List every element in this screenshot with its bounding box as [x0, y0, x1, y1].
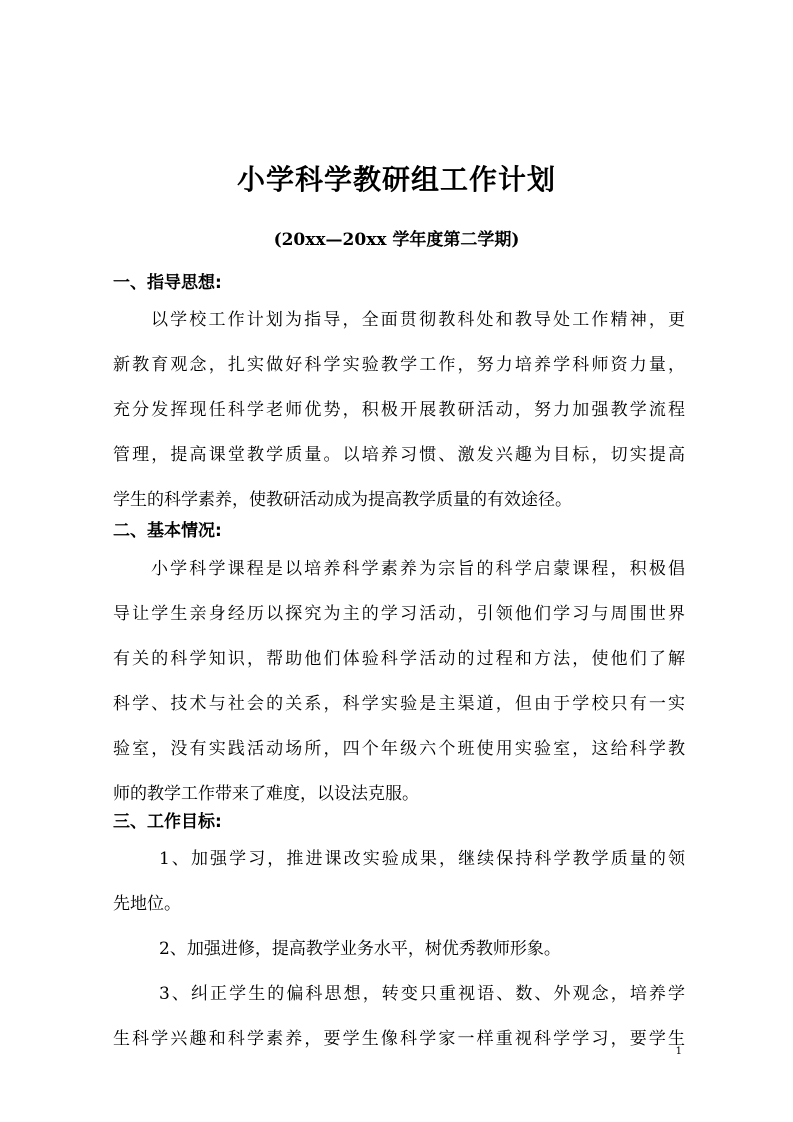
paragraph-line: 有关的科学知识，帮助他们体验科学活动的过程和方法，使他们了解 — [113, 649, 685, 669]
paragraph-line: 新教育观念，扎实做好科学实验教学工作，努力培养学科师资力量， — [113, 355, 685, 375]
goal-item-line: 先地位。 — [113, 894, 181, 914]
document-title: 小学科学教研组工作计划 — [236, 163, 556, 196]
paragraph-line: 充分发挥现任科学老师优势，积极开展教研活动，努力加强教学流程 — [113, 400, 685, 420]
document-subtitle: (20xx—20xx 学年度第二学期) — [273, 230, 520, 250]
goal-item-line: 3、纠正学生的偏科思想，转变只重视语、数、外观念，培养学 — [159, 984, 685, 1004]
section-body-guiding-thought — [113, 298, 685, 523]
section-heading-basic-situation: 二、基本情况: — [113, 521, 222, 541]
paragraph-line: 管理，提高课堂教学质量。以培养习惯、激发兴趣为目标，切实提高 — [113, 445, 685, 465]
paragraph-line: 科学、技术与社会的关系，科学实验是主渠道，但由于学校只有一实 — [113, 694, 685, 714]
section-body-work-goals — [113, 837, 685, 1062]
section-heading-guiding-thought: 一、指导思想: — [113, 273, 222, 293]
section-body-basic-situation — [113, 547, 685, 817]
goal-item-line: 生科学兴趣和科学素养，要学生像科学家一样重视科学学习，要学生 — [113, 1029, 685, 1049]
paragraph-line: 小学科学课程是以培养科学素养为宗旨的科学启蒙课程，积极倡 — [151, 559, 685, 579]
paragraph-line: 验室，没有实践活动场所，四个年级六个班使用实验室，这给科学教 — [113, 739, 685, 759]
paragraph-line: 学生的科学素养，使教研活动成为提高教学质量的有效途径。 — [113, 490, 572, 510]
paragraph-line: 师的教学工作带来了难度，以设法克服。 — [113, 784, 419, 804]
goal-item-line: 2、加强进修，提高教学业务水平，树优秀教师形象。 — [159, 939, 561, 959]
paragraph-line: 导让学生亲身经历以探究为主的学习活动，引领他们学习与周围世界 — [113, 604, 685, 624]
goal-item-line: 1、加强学习，推进课改实验成果，继续保持科学教学质量的领 — [159, 849, 685, 869]
page-number: 1 — [675, 1046, 682, 1057]
section-heading-work-goals: 三、工作目标: — [113, 812, 222, 832]
paragraph-line: 以学校工作计划为指导，全面贯彻教科处和教导处工作精神，更 — [151, 310, 685, 330]
